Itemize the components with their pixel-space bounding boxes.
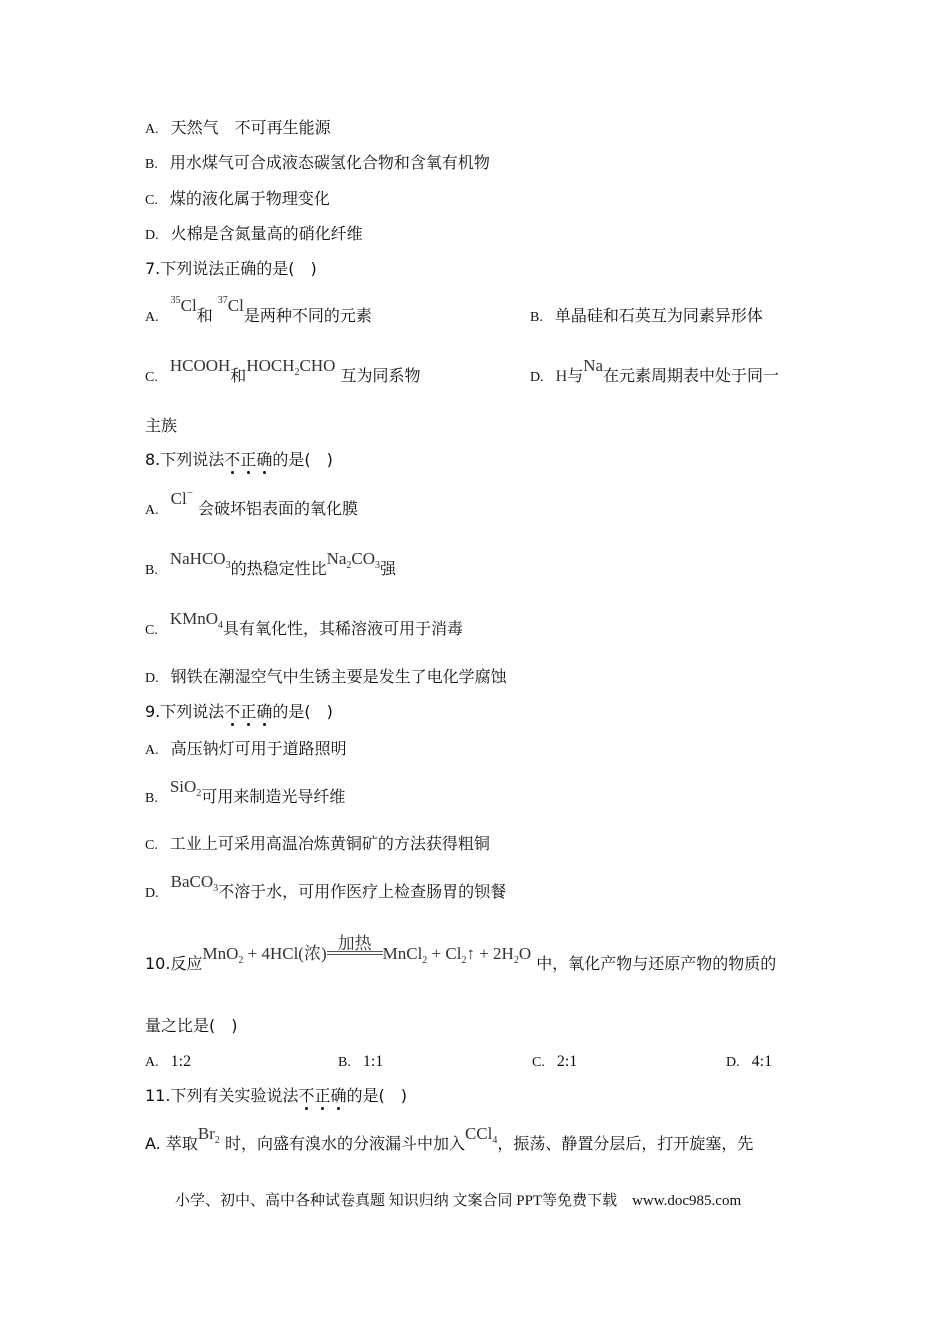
emphasis-char: 确	[330, 1086, 347, 1105]
option-text: 在元素周期表中处于同一	[603, 366, 780, 385]
option-text: 1:1	[362, 1053, 384, 1070]
formula: CO	[351, 549, 376, 568]
subscript: 2	[214, 1135, 220, 1146]
emphasis-char: 正	[240, 702, 257, 721]
subscript: 2	[294, 367, 300, 378]
formula: HOCH	[246, 356, 295, 375]
q10-option-a	[145, 1050, 191, 1074]
subscript: 4	[218, 620, 224, 631]
option-text: 单晶硅和石英互为同素异形体	[554, 306, 763, 325]
option-text: 用水煤气可合成液态碳氢化合物和含氧有机物	[169, 153, 490, 172]
option-text: 煤的液化属于物理变化	[169, 189, 330, 208]
stem-text: 9.下列说法	[145, 702, 225, 721]
option-label: C.	[145, 838, 158, 853]
emphasis-char: 确	[256, 702, 273, 721]
option-text: 互为同系物	[340, 366, 421, 385]
q8-option-b	[145, 549, 397, 583]
formula: O	[518, 944, 532, 963]
q6-option-b	[145, 152, 490, 176]
connector-text: 和	[230, 366, 247, 385]
emphasis-char: 不	[224, 450, 241, 469]
option-label: A.	[145, 1055, 159, 1070]
formula: H	[555, 368, 568, 385]
formula: Na	[326, 549, 347, 568]
gas-arrow-icon: ↑	[466, 944, 475, 963]
option-label: B.	[338, 1055, 351, 1070]
option-label: B.	[530, 310, 543, 325]
q10-stem	[145, 934, 777, 978]
formula: MnO	[202, 944, 239, 963]
q8-option-c	[145, 609, 464, 643]
option-text: 是两种不同的元素	[243, 306, 372, 325]
option-text: ，振荡、静置分层后，打开旋塞，先	[497, 1134, 754, 1153]
option-label: A.	[145, 122, 159, 137]
q7-option-c	[145, 356, 421, 390]
q7-stem: 7.下列说法正确的是( )	[145, 259, 317, 278]
emphasis-char: 不	[224, 702, 241, 721]
q6-option-c	[145, 188, 330, 212]
q9-option-a	[145, 738, 347, 762]
option-text: 1:2	[170, 1053, 192, 1070]
page-footer: 小学、初中、高中各种试卷真题 知识归纳 文案合同 PPT等免费下载 www.doc985.com	[175, 1193, 742, 1209]
stem-text: 中，氧化产物与还原产物的物质的	[536, 954, 777, 973]
q10-option-d	[726, 1050, 772, 1074]
option-label: A.	[145, 743, 159, 758]
emphasis-char: 正	[314, 1086, 331, 1105]
option-text: 可用来制造光导纤维	[201, 787, 346, 806]
q11-option-a	[145, 1124, 754, 1158]
formula: CCl	[464, 1124, 493, 1143]
condition-text: 加热	[337, 934, 372, 953]
option-label: C.	[145, 623, 158, 638]
q6-option-d	[145, 223, 363, 247]
emphasis-char: 正	[240, 450, 257, 469]
option-label: A.	[145, 503, 159, 518]
formula: Cl	[227, 296, 244, 315]
subscript: 2	[238, 955, 244, 966]
q7-option-d	[530, 356, 780, 389]
subscript: 2	[346, 560, 352, 571]
option-text: A. 萃取	[145, 1134, 198, 1153]
option-text: 天然气 不可再生能源	[170, 118, 331, 137]
formula: + 4HCl(浓)	[243, 944, 327, 963]
charge: −	[186, 487, 193, 499]
option-text: 工业上可采用高温冶炼黄铜矿的方法获得粗铜	[169, 834, 490, 853]
subscript: 2	[196, 788, 202, 799]
mass-number: 35	[170, 295, 181, 306]
subscript: 2	[422, 955, 428, 966]
q8-stem	[145, 449, 333, 471]
option-label: D.	[530, 370, 544, 385]
stem-text: 10.反应	[145, 954, 203, 973]
subscript: 4	[492, 1135, 498, 1146]
emphasis-char: 不	[298, 1086, 315, 1105]
stem-text: 11.下列有关实验说法	[145, 1086, 299, 1105]
option-text: 火棉是含氮量高的硝化纤维	[170, 224, 363, 243]
subscript: 3	[375, 560, 381, 571]
connector-text: 和	[196, 306, 213, 325]
subscript: 2	[461, 955, 467, 966]
formula: MnCl	[382, 944, 423, 963]
option-label: D.	[145, 671, 159, 686]
connector-text: 与	[567, 366, 584, 385]
formula: Br	[197, 1124, 215, 1143]
option-label: D.	[145, 886, 159, 901]
mass-number: 37	[217, 295, 228, 306]
stem-text: 的是( )	[272, 702, 333, 721]
option-text: 4:1	[751, 1053, 773, 1070]
option-text: 高压钠灯可用于道路照明	[170, 739, 347, 758]
option-label: C.	[145, 193, 158, 208]
q10-option-b	[338, 1050, 383, 1074]
option-text: 钢铁在潮湿空气中生锈主要是发生了电化学腐蚀	[170, 667, 507, 686]
q10-stem-continuation: 量之比是( )	[145, 1016, 238, 1035]
formula: SiO	[169, 777, 197, 796]
formula: Cl	[170, 489, 187, 508]
reaction-equation	[202, 934, 532, 966]
q8-option-d	[145, 666, 507, 690]
option-text: 强	[380, 559, 397, 578]
formula: CHO	[299, 356, 336, 375]
subscript: 2	[513, 955, 519, 966]
stem-text: 的是( )	[272, 450, 333, 469]
option-label: C.	[532, 1055, 545, 1070]
subscript: 3	[213, 883, 219, 894]
option-text: 会破坏铝表面的氧化膜	[198, 499, 359, 518]
formula: Cl	[180, 296, 197, 315]
option-label: A.	[145, 310, 159, 325]
q7-option-b	[530, 305, 763, 329]
q6-option-a	[145, 117, 331, 141]
formula: Na	[583, 356, 604, 375]
option-text: 具有氧化性，其稀溶液可用于消毒	[223, 619, 464, 638]
q9-option-c	[145, 833, 490, 857]
formula: + Cl	[427, 944, 462, 963]
formula: NaHCO	[169, 549, 226, 568]
option-label: B.	[145, 791, 158, 806]
option-label: D.	[145, 228, 159, 243]
q9-option-d	[145, 872, 507, 906]
q10-option-c	[532, 1050, 577, 1074]
stem-text: 8.下列说法	[145, 450, 225, 469]
option-text: 的热稳定性比	[230, 559, 327, 578]
q9-option-b	[145, 777, 346, 811]
q8-option-a	[145, 487, 359, 522]
q7-option-a	[145, 295, 372, 330]
formula: + 2H	[474, 944, 514, 963]
subscript: 3	[225, 560, 231, 571]
option-label: D.	[726, 1055, 740, 1070]
q9-stem	[145, 701, 333, 723]
option-label: B.	[145, 563, 158, 578]
q11-stem	[145, 1085, 407, 1107]
formula: KMnO	[169, 609, 219, 628]
option-label: C.	[145, 370, 158, 385]
option-text: 时，向盛有溴水的分液漏斗中加入	[224, 1134, 465, 1153]
option-text: 2:1	[556, 1053, 578, 1070]
formula: HCOOH	[169, 356, 231, 375]
formula: BaCO	[170, 872, 214, 891]
option-label: B.	[145, 157, 158, 172]
stem-text: 的是( )	[346, 1086, 407, 1105]
emphasis-char: 确	[256, 450, 273, 469]
option-text: 不溶于水，可用作医疗上检查肠胃的钡餐	[218, 882, 507, 901]
q7-option-d-continuation: 主族	[145, 416, 178, 435]
